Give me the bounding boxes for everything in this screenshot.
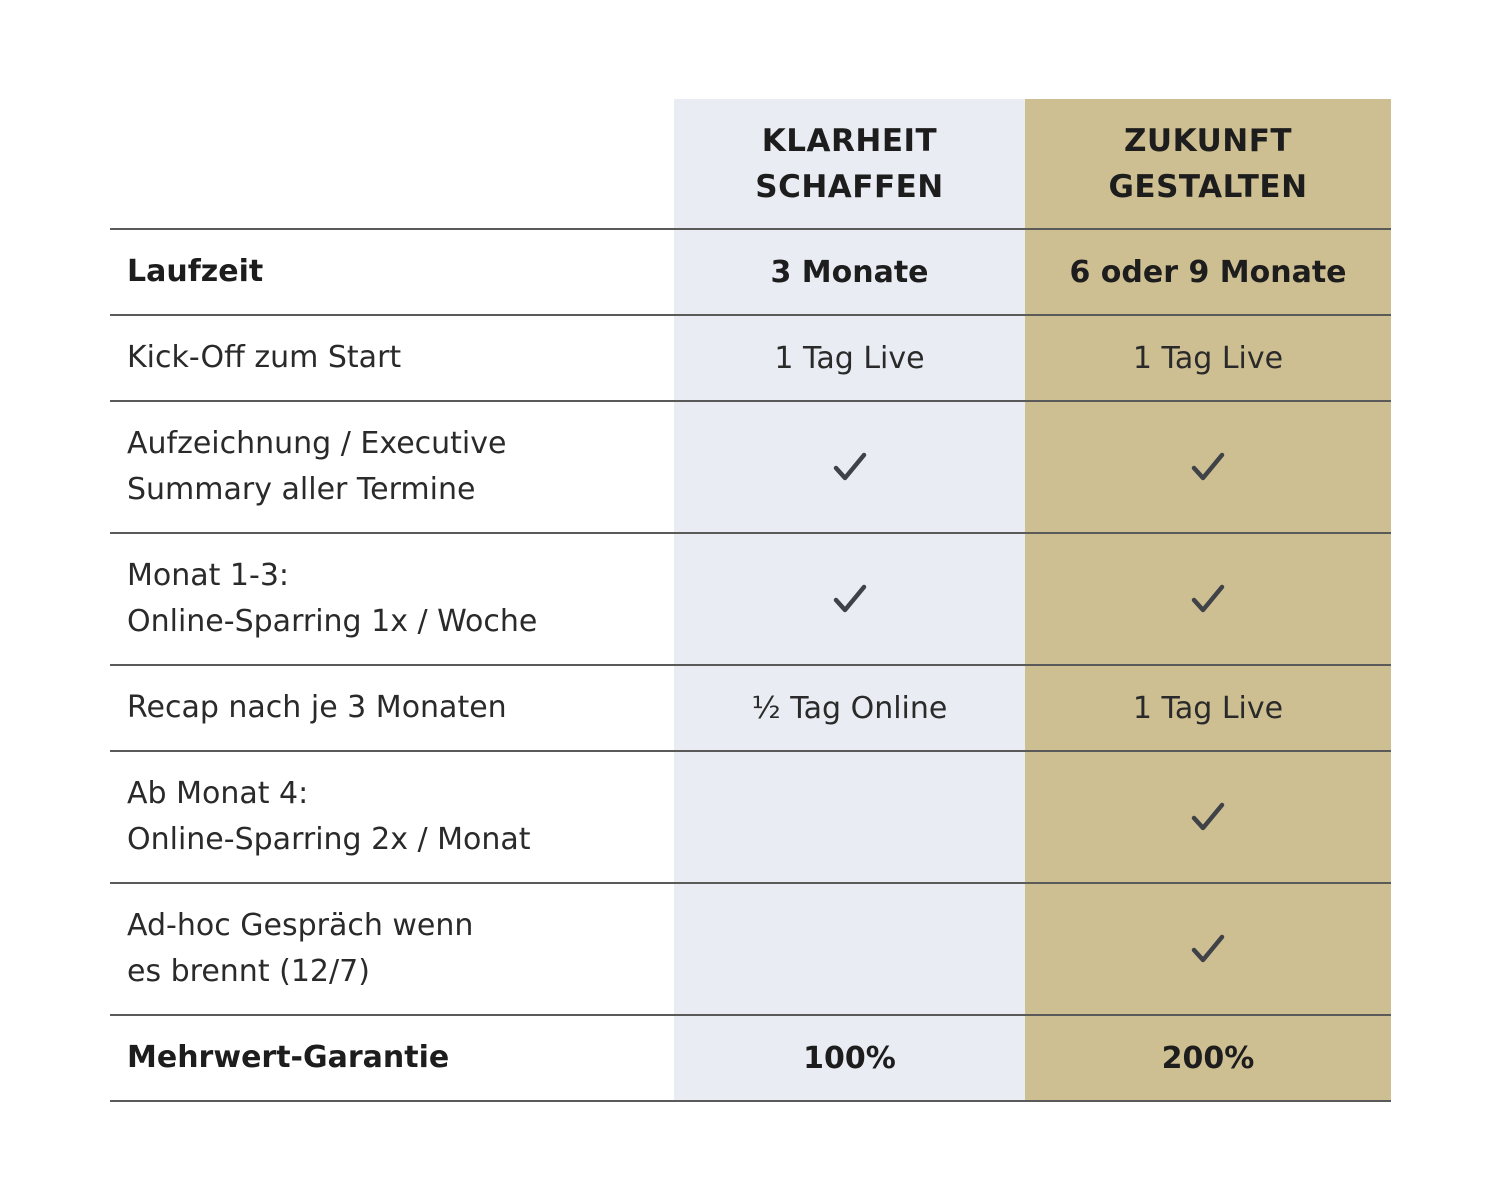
row-label-line: Ad-hoc Gespräch wenn (127, 908, 474, 943)
row-ad-hoc (110, 884, 1391, 1016)
cell-klarheit (674, 402, 1025, 532)
row-label (110, 534, 674, 664)
cell-zukunft (1025, 402, 1391, 532)
column-header-line: KLARHEIT (761, 122, 938, 159)
cell-zukunft: 6 oder 9 Monate (1025, 230, 1391, 314)
row-label: Laufzeit (127, 254, 264, 289)
row-label-line: Online-Sparring 2x / Monat (127, 822, 531, 857)
row-label-line: Ab Monat 4: (127, 776, 309, 811)
cell-klarheit (674, 884, 1025, 1014)
row-label-line: Online-Sparring 1x / Woche (127, 604, 538, 639)
row-kickoff (110, 316, 1391, 402)
header-row (110, 99, 1391, 230)
column-header-line: ZUKUNFT (1123, 122, 1293, 159)
row-label: Mehrwert-Garantie (127, 1040, 450, 1075)
column-header-line: GESTALTEN (1108, 168, 1308, 205)
check-icon (1190, 799, 1226, 835)
row-mehrwert-garantie (110, 1016, 1391, 1102)
header-empty-cell (110, 99, 674, 228)
cell-zukunft: 1 Tag Live (1025, 316, 1391, 400)
row-laufzeit (110, 230, 1391, 316)
row-label (110, 884, 674, 1014)
cell-zukunft: 1 Tag Live (1025, 666, 1391, 750)
check-icon (1190, 931, 1226, 967)
comparison-table (110, 99, 1391, 1102)
row-label-line: es brennt (12/7) (127, 954, 370, 989)
check-icon (832, 449, 868, 485)
cell-klarheit (674, 752, 1025, 882)
column-header-line: SCHAFFEN (755, 168, 944, 205)
cell-klarheit: ½ Tag Online (674, 666, 1025, 750)
row-label: Recap nach je 3 Monaten (127, 690, 507, 725)
check-icon (1190, 449, 1226, 485)
row-label: Kick-Off zum Start (127, 340, 402, 375)
cell-klarheit: 3 Monate (674, 230, 1025, 314)
row-ab-monat-4 (110, 752, 1391, 884)
row-label-line: Monat 1-3: (127, 558, 290, 593)
row-label-line: Aufzeichnung / Executive (127, 426, 507, 461)
row-label (110, 752, 674, 882)
cell-zukunft: 200% (1025, 1016, 1391, 1100)
cell-zukunft (1025, 752, 1391, 882)
row-monat-1-3 (110, 534, 1391, 666)
cell-klarheit: 1 Tag Live (674, 316, 1025, 400)
cell-zukunft (1025, 884, 1391, 1014)
cell-klarheit (674, 534, 1025, 664)
row-aufzeichnung (110, 402, 1391, 534)
check-icon (832, 581, 868, 617)
check-icon (1190, 581, 1226, 617)
row-recap (110, 666, 1391, 752)
column-header-zukunft-gestalten (1025, 99, 1391, 228)
row-label-line: Summary aller Termine (127, 472, 476, 507)
cell-klarheit: 100% (674, 1016, 1025, 1100)
cell-zukunft (1025, 534, 1391, 664)
column-header-klarheit-schaffen (674, 99, 1025, 228)
row-label (110, 402, 674, 532)
